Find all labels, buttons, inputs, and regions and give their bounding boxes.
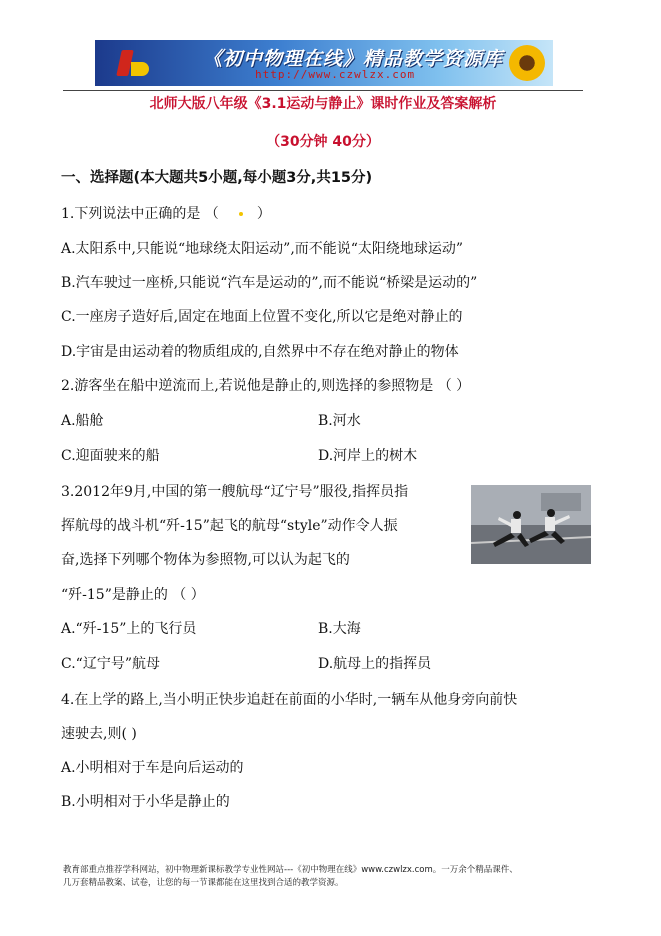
site-logo-icon [117, 48, 151, 78]
question-1-stem: 1.下列说法中正确的是 （ ） [61, 206, 271, 222]
question-3-option-d: D.航母上的指挥员 [318, 656, 432, 672]
question-4-line-1: 4.在上学的路上,当小明正快步追赶在前面的小华时,一辆车从他身旁向前快 [61, 692, 518, 708]
question-3-option-c: C.“辽宁号”航母 [61, 656, 160, 672]
document-time-score: （30分钟 40分） [266, 134, 380, 150]
question-4-option-b: B.小明相对于小华是静止的 [61, 794, 230, 810]
footer-line-1: 教育部重点推荐学科网站，初中物理新课标教学专业性网站---《初中物理在线》www.czwlzx.com。一万余个精品课件、 [63, 865, 518, 875]
question-3-line-4: “歼-15”是静止的 （ ） [61, 587, 205, 603]
question-2-option-d: D.河岸上的树木 [318, 448, 418, 464]
section-heading: 一、选择题(本大题共5小题,每小题3分,共15分) [61, 170, 373, 186]
question-2-stem: 2.游客坐在船中逆流而上,若说他是静止的,则选择的参照物是 （ ） [61, 378, 471, 394]
question-2-option-c: C.迎面驶来的船 [61, 448, 160, 464]
question-3-option-b: B.大海 [318, 621, 361, 637]
question-4-line-2: 速驶去,则( ) [61, 726, 137, 742]
question-3-line-1: 3.2012年9月,中国的第一艘航母“辽宁号”服役,指挥员指 [61, 484, 409, 500]
highlight-dot [239, 212, 243, 216]
sunflower-icon [505, 43, 549, 83]
question-3-line-2: 挥航母的战斗机“歼-15”起飞的航母“style”动作令人振 [61, 518, 398, 534]
question-1-option-a: A.太阳系中,只能说“地球绕太阳运动”,而不能说“太阳绕地球运动” [61, 241, 464, 257]
banner-url[interactable]: http://www.czwlzx.com [255, 68, 416, 81]
document-title: 北师大版八年级《3.1运动与静止》课时作业及答案解析 [149, 96, 497, 112]
site-banner [95, 40, 553, 86]
carrier-style-photo [471, 485, 591, 564]
header-divider [63, 90, 583, 91]
question-1-option-d: D.宇宙是由运动着的物质组成的,自然界中不存在绝对静止的物体 [61, 344, 459, 360]
footer-line-2: 几万套精品教案、试卷，让您的每一节课都能在这里找到合适的教学资源。 [63, 878, 344, 888]
question-3-option-a: A.“歼-15”上的飞行员 [61, 621, 197, 637]
question-1-option-c: C.一座房子造好后,固定在地面上位置不变化,所以它是绝对静止的 [61, 309, 463, 325]
question-2-option-a: A.船舱 [61, 413, 104, 429]
question-2-option-b: B.河水 [318, 413, 361, 429]
question-4-option-a: A.小明相对于车是向后运动的 [61, 760, 244, 776]
question-3-line-3: 奋,选择下列哪个物体为参照物,可以认为起飞的 [61, 552, 350, 568]
banner-title: 《初中物理在线》精品教学资源库 [203, 48, 504, 70]
question-1-option-b: B.汽车驶过一座桥,只能说“汽车是运动的”,而不能说“桥梁是运动的” [61, 275, 478, 291]
page-footer [63, 864, 603, 890]
